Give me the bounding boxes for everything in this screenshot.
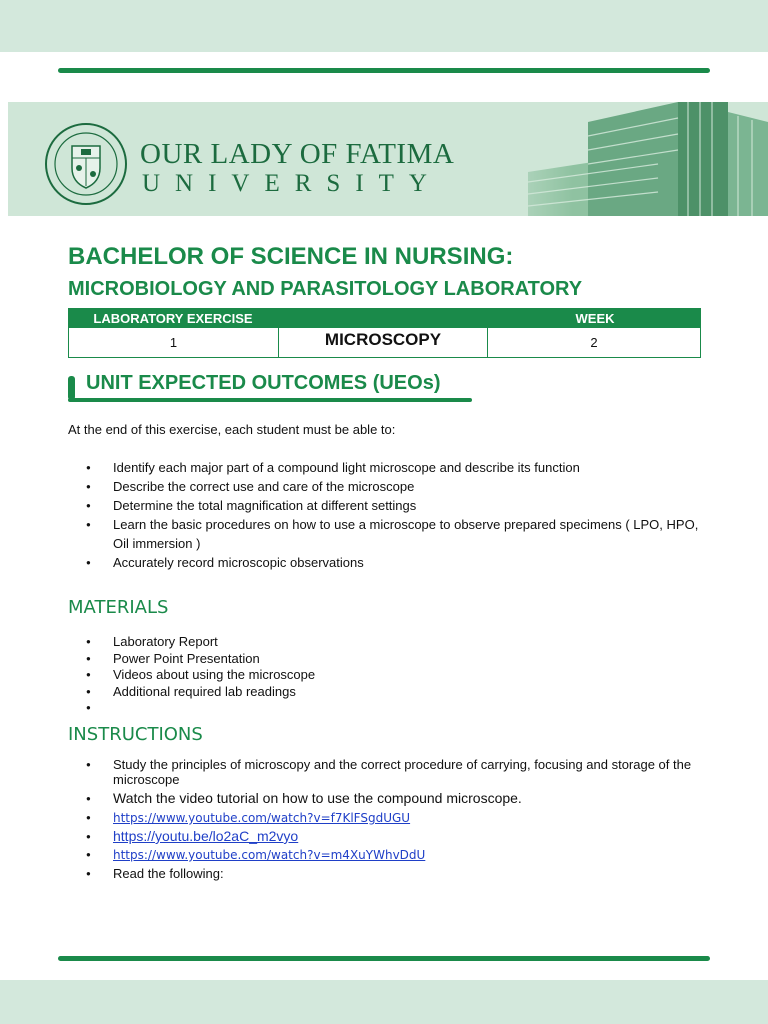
ueo-list [86,458,706,572]
school-name-line2: UNIVERSITY [142,170,442,197]
school-name-line1: OUR LADY OF FATIMA [140,138,455,170]
program-title: BACHELOR OF SCIENCE IN NURSING: [68,243,514,270]
list-item [86,847,706,863]
header-week: WEEK [575,310,615,326]
list-item: ● Read the following: [86,866,706,881]
top-divider [58,68,710,73]
video-link-3[interactable]: https://www.youtube.com/watch?v=m4XuYWhvDdU [113,848,426,862]
building-image [468,102,768,216]
exercise-table-row [68,328,701,358]
exercise-table [68,308,701,358]
exercise-table-header [68,308,701,328]
list-item: ● Additional required lab readings [86,684,686,701]
university-seal-icon [44,122,128,206]
ueo-intro: At the end of this exercise, each student must be able to: [68,422,396,437]
exercise-number: 1 [69,328,279,357]
week-number: 2 [590,335,598,350]
instructions-title: INSTRUCTIONS [68,724,203,745]
header-laboratory-exercise: LABORATORY EXERCISE [93,310,253,326]
materials-list [86,634,686,717]
instructions-list [86,757,706,884]
list-item: ● Identify each major part of a compound light microscope and describe its function [86,458,706,477]
materials-title: MATERIALS [68,597,169,618]
list-item: ● Laboratory Report [86,634,686,651]
list-item: ● Watch the video tutorial on how to use the compound microscope. [86,790,706,807]
document-page [0,52,768,980]
list-item: ● Power Point Presentation [86,651,686,668]
list-item: ● Determine the total magnification at different settings [86,496,706,515]
list-item [86,700,686,717]
ueo-title: UNIT EXPECTED OUTCOMES (UEOs) [86,372,441,394]
list-item [86,829,706,844]
course-title: MICROBIOLOGY AND PARASITOLOGY LABORATORY [68,278,583,300]
list-item: ● Describe the correct use and care of the microscope [86,477,706,496]
bottom-divider [58,956,710,961]
ueo-accent-bar [68,376,75,400]
list-item [86,810,706,826]
video-link-1[interactable]: https://www.youtube.com/watch?v=f7KlFSgdUGU [113,811,411,825]
ueo-underline [68,398,472,402]
list-item: ● Accurately record microscopic observations [86,553,706,572]
video-link-2[interactable]: https://youtu.be/lo2aC_m2vyo [113,828,299,844]
university-banner [8,102,768,216]
exercise-topic: MICROSCOPY [279,328,488,357]
list-item: ● Learn the basic procedures on how to use a microscope to observe prepared specimens ( LPO, HPO, Oil immersion ) [86,515,706,553]
list-item: ● Study the principles of microscopy and the correct procedure of carrying, focusing and storage of the microscope [86,757,706,787]
list-item: ● Videos about using the microscope [86,667,686,684]
